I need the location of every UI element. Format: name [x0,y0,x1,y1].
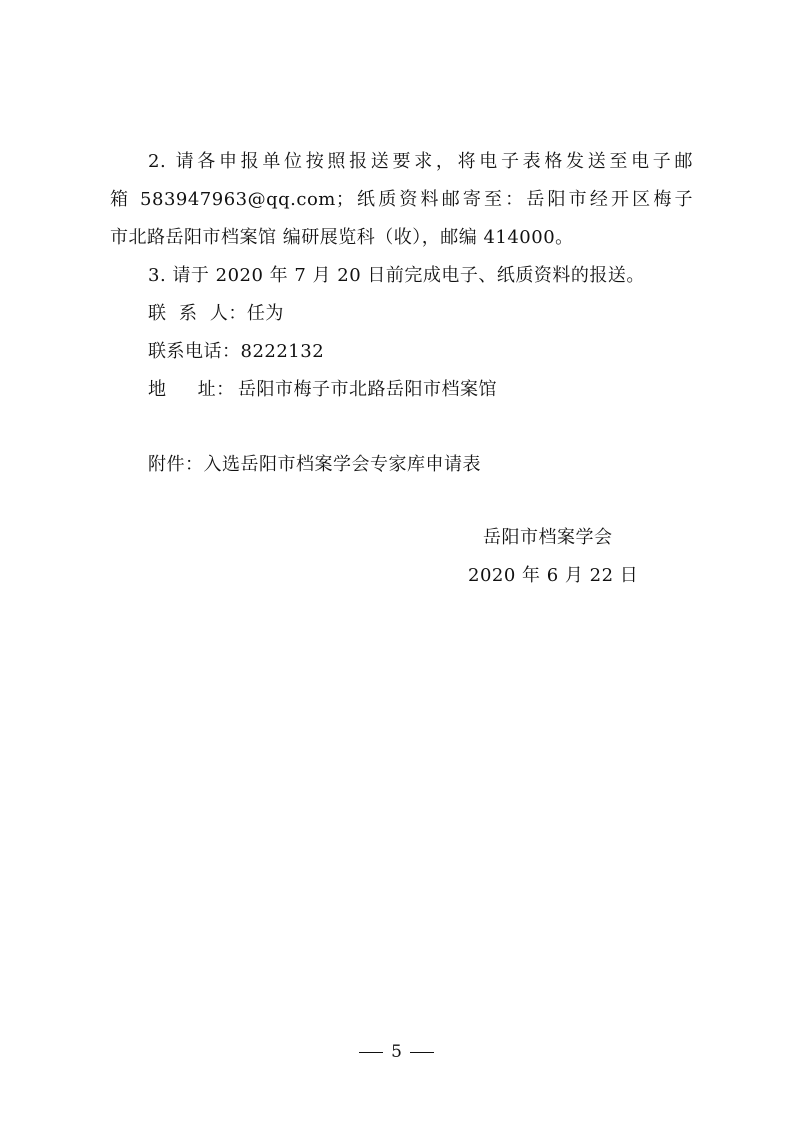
attachment-line: 附件：入选岳阳市档案学会专家库申请表 [148,454,481,475]
signature-organization: 岳阳市档案学会 [483,527,613,548]
page-number: 5 [391,1042,402,1062]
footer-dash-left [359,1052,383,1053]
address-value: 岳阳市梅子市北路岳阳市档案馆 [238,379,497,400]
signature-date: 2020 年 6 月 22 日 [468,565,639,586]
address-label: 地 址： [148,379,235,400]
page-footer [0,1040,793,1064]
footer-dash-right [410,1052,434,1053]
item2-line3: 市北路岳阳市档案馆 编研展览科（收），邮编 414000。 [110,227,574,248]
item2-line1: 2. 请各申报单位按照报送要求，将电子表格发送至电子邮 [148,151,693,172]
contact-person: 联 系 人：任为 [148,303,284,324]
item3-line: 3. 请于 2020 年 7 月 20 日前完成电子、纸质资料的报送。 [148,265,645,286]
address-line [148,378,497,402]
contact-phone: 联系电话：8222132 [148,341,325,362]
item2-line2: 箱 583947963@qq.com；纸质资料邮寄至：岳阳市经开区梅子 [110,189,693,210]
